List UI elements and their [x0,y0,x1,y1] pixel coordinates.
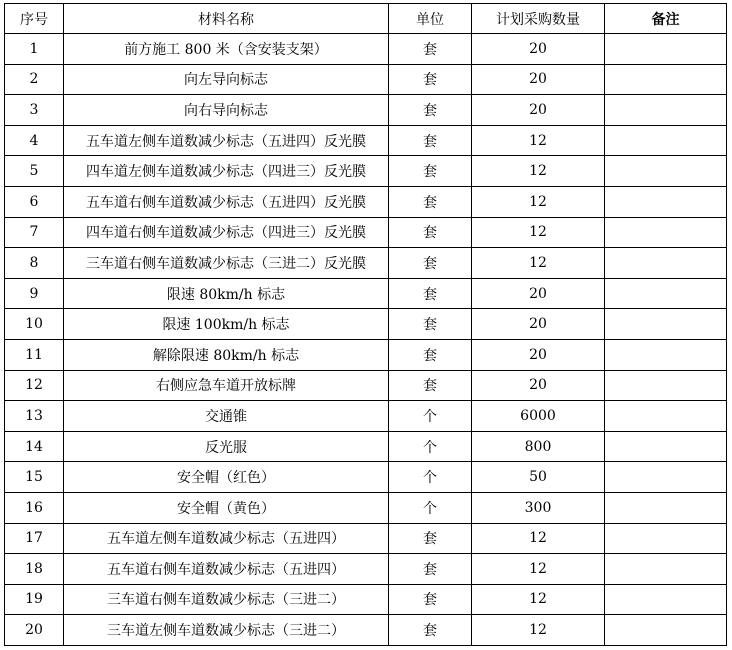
cell-seq: 3 [5,95,64,126]
cell-qty: 20 [472,95,605,126]
cell-note [605,584,727,615]
cell-note [605,95,727,126]
cell-unit: 个 [389,401,472,432]
cell-name: 向左导向标志 [64,64,389,95]
cell-qty: 20 [472,339,605,370]
cell-name: 限速 80km/h 标志 [64,278,389,309]
cell-name: 四车道右侧车道数减少标志（四进三）反光膜 [64,217,389,248]
table-row [5,156,727,187]
table-row [5,554,727,585]
cell-unit: 套 [389,95,472,126]
cell-note [605,309,727,340]
cell-seq: 13 [5,401,64,432]
table-row [5,492,727,523]
cell-qty: 12 [472,523,605,554]
table-row [5,370,727,401]
cell-qty: 12 [472,584,605,615]
cell-seq: 1 [5,34,64,65]
cell-unit: 套 [389,554,472,585]
cell-unit: 个 [389,431,472,462]
cell-seq: 19 [5,584,64,615]
table-row [5,523,727,554]
table-row [5,339,727,370]
cell-note [605,156,727,187]
cell-unit: 套 [389,278,472,309]
table-row [5,309,727,340]
cell-name: 三车道右侧车道数减少标志（三进二）反光膜 [64,248,389,279]
cell-note [605,217,727,248]
cell-seq: 9 [5,278,64,309]
cell-qty: 12 [472,156,605,187]
cell-seq: 14 [5,431,64,462]
table-row [5,217,727,248]
table-row [5,462,727,493]
header-qty: 计划采购数量 [472,4,605,34]
materials-table [4,3,727,646]
cell-seq: 6 [5,186,64,217]
cell-unit: 套 [389,217,472,248]
cell-seq: 18 [5,554,64,585]
cell-qty: 12 [472,125,605,156]
cell-qty: 20 [472,309,605,340]
cell-seq: 17 [5,523,64,554]
cell-seq: 8 [5,248,64,279]
cell-note [605,125,727,156]
cell-seq: 20 [5,615,64,646]
cell-unit: 套 [389,125,472,156]
cell-name: 五车道左侧车道数减少标志（五进四）反光膜 [64,125,389,156]
cell-note [605,278,727,309]
table-row [5,584,727,615]
cell-note [605,492,727,523]
cell-note [605,339,727,370]
cell-unit: 套 [389,34,472,65]
table-header-row [5,4,727,34]
cell-name: 三车道左侧车道数减少标志（三进二） [64,615,389,646]
cell-qty: 12 [472,554,605,585]
cell-seq: 10 [5,309,64,340]
table-row [5,34,727,65]
cell-unit: 套 [389,248,472,279]
cell-note [605,370,727,401]
cell-note [605,462,727,493]
cell-note [605,186,727,217]
cell-name: 四车道左侧车道数减少标志（四进三）反光膜 [64,156,389,187]
cell-name: 向右导向标志 [64,95,389,126]
cell-seq: 7 [5,217,64,248]
cell-qty: 50 [472,462,605,493]
cell-qty: 12 [472,217,605,248]
header-unit: 单位 [389,4,472,34]
cell-seq: 11 [5,339,64,370]
cell-note [605,248,727,279]
cell-unit: 套 [389,523,472,554]
table-row [5,95,727,126]
cell-name: 解除限速 80km/h 标志 [64,339,389,370]
cell-qty: 300 [472,492,605,523]
cell-seq: 12 [5,370,64,401]
cell-qty: 12 [472,615,605,646]
cell-seq: 16 [5,492,64,523]
cell-note [605,615,727,646]
header-seq: 序号 [5,4,64,34]
cell-unit: 套 [389,186,472,217]
cell-qty: 20 [472,370,605,401]
cell-name: 前方施工 800 米（含安装支架） [64,34,389,65]
cell-qty: 6000 [472,401,605,432]
cell-unit: 套 [389,309,472,340]
cell-unit: 套 [389,339,472,370]
cell-unit: 个 [389,462,472,493]
table-row [5,186,727,217]
cell-unit: 套 [389,370,472,401]
table-body [5,34,727,646]
cell-seq: 2 [5,64,64,95]
header-name: 材料名称 [64,4,389,34]
table-row [5,125,727,156]
cell-unit: 套 [389,584,472,615]
cell-note [605,64,727,95]
cell-name: 安全帽（黄色） [64,492,389,523]
cell-qty: 20 [472,64,605,95]
table-row [5,248,727,279]
cell-name: 三车道右侧车道数减少标志（三进二） [64,584,389,615]
cell-unit: 套 [389,615,472,646]
cell-note [605,554,727,585]
table-row [5,615,727,646]
cell-name: 交通锥 [64,401,389,432]
cell-seq: 4 [5,125,64,156]
cell-seq: 15 [5,462,64,493]
cell-qty: 12 [472,186,605,217]
cell-qty: 20 [472,34,605,65]
cell-note [605,34,727,65]
cell-unit: 个 [389,492,472,523]
table-row [5,401,727,432]
cell-note [605,431,727,462]
cell-seq: 5 [5,156,64,187]
cell-name: 五车道左侧车道数减少标志（五进四） [64,523,389,554]
cell-name: 限速 100km/h 标志 [64,309,389,340]
cell-qty: 20 [472,278,605,309]
table-row [5,64,727,95]
cell-name: 右侧应急车道开放标牌 [64,370,389,401]
cell-note [605,401,727,432]
table-row [5,431,727,462]
table-row [5,278,727,309]
header-note: 备注 [605,4,727,34]
cell-name: 反光服 [64,431,389,462]
cell-unit: 套 [389,64,472,95]
cell-name: 五车道右侧车道数减少标志（五进四） [64,554,389,585]
cell-note [605,523,727,554]
cell-qty: 800 [472,431,605,462]
cell-unit: 套 [389,156,472,187]
cell-name: 五车道右侧车道数减少标志（五进四）反光膜 [64,186,389,217]
cell-name: 安全帽（红色） [64,462,389,493]
cell-qty: 12 [472,248,605,279]
